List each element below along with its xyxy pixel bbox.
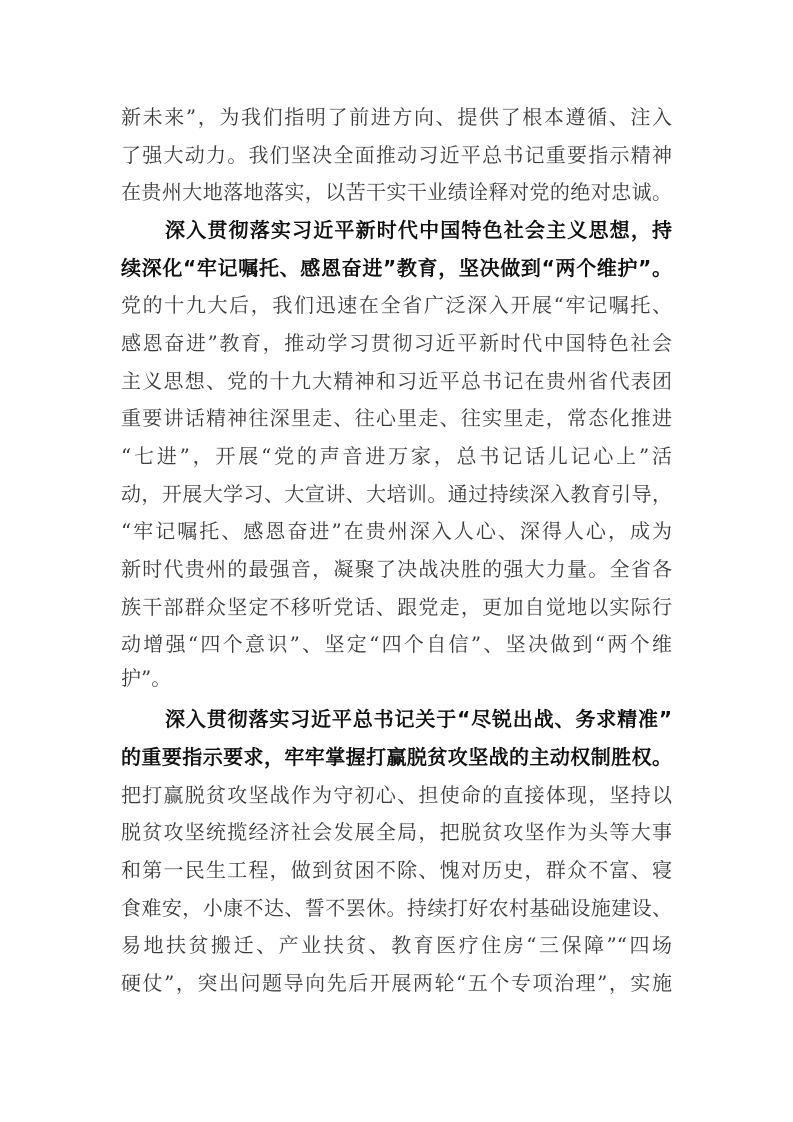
body-text-line: 族干部群众坚定不移听党话、跟党走，更加自觉地以实际行: [121, 595, 672, 619]
body-text-line: 重要讲话精神往深里走、往心里走、往实里走，常态化推进: [121, 406, 672, 430]
body-text-line: 脱贫攻坚统揽经济社会发展全局，把脱贫攻坚作为头等大事: [121, 820, 672, 844]
body-text-line: 易地扶贫搬迁、产业扶贫、教育医疗住房“三保障”“四场: [121, 933, 672, 957]
body-text-line: 了强大动力。我们坚决全面推动习近平总书记重要指示精神: [121, 143, 672, 167]
body-text-line: 动，开展大学习、大宣讲、大培训。通过持续深入教育引导，: [121, 482, 672, 506]
body-text-line: 硬仗”，突出问题导向先后开展两轮“五个专项治理”，实施: [121, 971, 672, 995]
body-text-line: 护”。: [121, 666, 172, 690]
body-text-line: 感恩奋进”教育，推动学习贯彻习近平新时代中国特色社会: [121, 331, 672, 355]
body-text-line: “七进”，开展“党的声音进万家，总书记话儿记心上”活: [121, 444, 672, 468]
section-heading-line: 深入贯彻落实习近平总书记关于“尽锐出战、务求精准”: [165, 707, 672, 731]
body-text-line: 党的十九大后，我们迅速在全省广泛深入开展“牢记嘱托、: [121, 293, 672, 317]
body-text-line: 新未来”，为我们指明了前进方向、提供了根本遵循、注入: [121, 105, 672, 129]
body-text-line: “牢记嘱托、感恩奋进”在贵州深入人心、深得人心，成为: [121, 519, 672, 543]
body-text-line: 在贵州大地落地落实，以苦干实干业绩诠释对党的绝对忠诚。: [121, 180, 672, 204]
section-heading-line: 续深化“牢记嘱托、感恩奋进”教育，坚决做到“两个维护”。: [121, 256, 672, 280]
body-text-line: 把打赢脱贫攻坚战作为守初心、担使命的直接体现，坚持以: [121, 783, 672, 807]
section-heading-line: 的重要指示要求，牢牢掌握打赢脱贫攻坚战的主动权制胜权。: [121, 745, 672, 769]
body-text-line: 新时代贵州的最强音，凝聚了决战决胜的强大力量。全省各: [121, 557, 672, 581]
body-text-line: 主义思想、党的十九大精神和习近平总书记在贵州省代表团: [121, 369, 672, 393]
body-text-line: 和第一民生工程，做到贫困不除、愧对历史，群众不富、寝: [121, 858, 672, 882]
body-text-line: 动增强“四个意识”、坚定“四个自信”、坚决做到“两个维: [121, 632, 672, 656]
section-heading-line: 深入贯彻落实习近平新时代中国特色社会主义思想，持: [165, 218, 672, 242]
body-text-line: 食难安，小康不达、誓不罢休。持续打好农村基础设施建设、: [121, 896, 672, 920]
